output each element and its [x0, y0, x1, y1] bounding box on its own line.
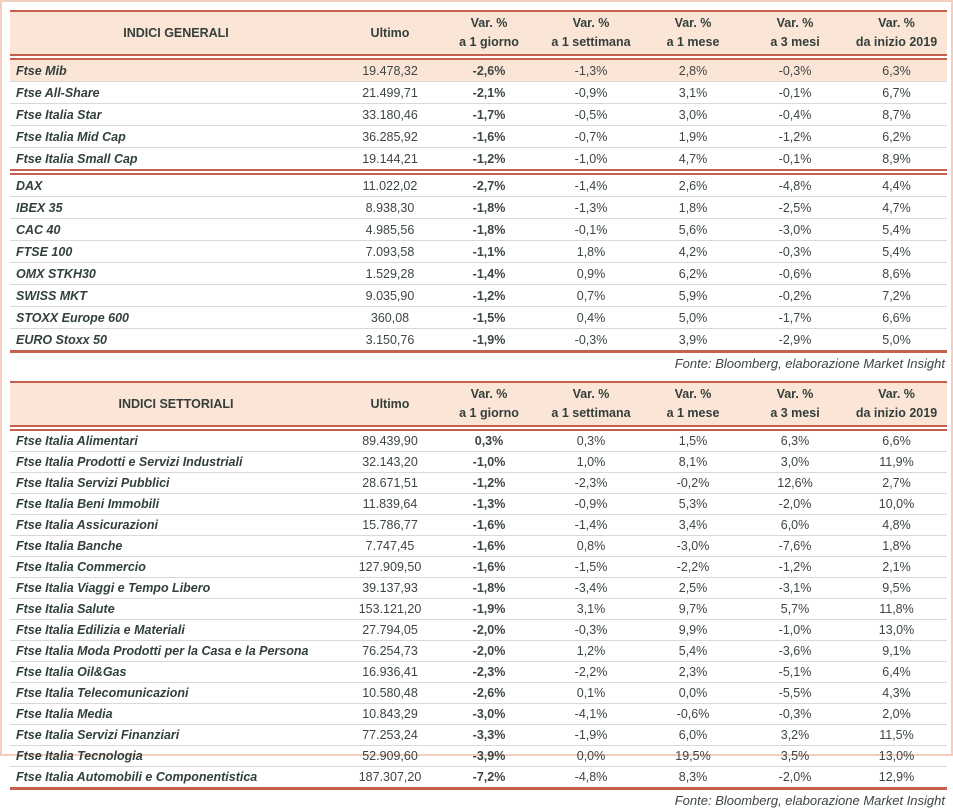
var-percent-value: -0,1%	[540, 219, 642, 241]
ultimo-value: 7.747,45	[342, 536, 438, 557]
var-percent-value: 5,6%	[642, 219, 744, 241]
index-name: Ftse Italia Tecnologia	[10, 746, 342, 767]
section-indici-generali	[10, 10, 943, 373]
ultimo-value: 153.121,20	[342, 599, 438, 620]
var-percent-value: -1,6%	[438, 126, 540, 148]
column-header: Var. % a 1 mese	[642, 382, 744, 426]
var-percent-value: 0,0%	[642, 683, 744, 704]
var-percent-value: 12,6%	[744, 473, 846, 494]
var-percent-value: -1,4%	[438, 263, 540, 285]
var-percent-value: -1,7%	[744, 307, 846, 329]
var-percent-value: -3,0%	[642, 536, 744, 557]
index-name: Ftse All-Share	[10, 82, 342, 104]
var-percent-value: -0,5%	[540, 104, 642, 126]
ultimo-value: 77.253,24	[342, 725, 438, 746]
indici-generali-table	[10, 10, 947, 353]
index-name: Ftse Italia Small Cap	[16, 151, 138, 166]
ultimo-value: 187.307,20	[358, 770, 422, 784]
var-percent-value: -1,4%	[540, 515, 642, 536]
var-percent-value: 1,9%	[642, 126, 744, 148]
var-percent-value: 0,3%	[540, 430, 642, 452]
ultimo-value: 360,08	[342, 307, 438, 329]
var-percent-value: -1,5%	[438, 307, 540, 329]
var-percent-value: 4,4%	[846, 174, 947, 197]
index-name: Ftse Italia Alimentari	[10, 430, 342, 452]
var-percent-value: -5,5%	[744, 683, 846, 704]
var-percent-value: -7,6%	[744, 536, 846, 557]
table-row	[10, 599, 947, 620]
var-percent-value: 6,0%	[642, 725, 744, 746]
table-row	[10, 148, 947, 171]
ultimo-value: 127.909,50	[342, 557, 438, 578]
ultimo-value: 52.909,60	[342, 746, 438, 767]
var-percent-value: -1,2%	[744, 126, 846, 148]
var-percent-value: -1,6%	[438, 515, 540, 536]
table-row	[10, 767, 947, 789]
var-percent-value: 9,9%	[642, 620, 744, 641]
index-name: Ftse Italia Assicurazioni	[10, 515, 342, 536]
var-percent-value: 6,3%	[744, 430, 846, 452]
var-percent-value: 0,4%	[540, 307, 642, 329]
index-name: Ftse Italia Banche	[10, 536, 342, 557]
table-row	[10, 430, 947, 452]
column-header: Var. % a 1 settimana	[540, 11, 642, 55]
var-percent-value: -2,0%	[778, 770, 812, 784]
var-percent-value: -1,9%	[540, 725, 642, 746]
var-percent-value: 4,7%	[678, 151, 708, 166]
var-percent-value: 9,7%	[642, 599, 744, 620]
var-percent-value: 6,0%	[744, 515, 846, 536]
table-row	[10, 557, 947, 578]
var-percent-value: 6,3%	[846, 59, 947, 82]
var-percent-value: -3,0%	[438, 704, 540, 725]
var-percent-value: -3,0%	[744, 219, 846, 241]
table-row	[10, 104, 947, 126]
var-percent-value: 1,8%	[540, 241, 642, 263]
var-percent-value: -2,5%	[744, 197, 846, 219]
table-row	[10, 329, 947, 352]
ultimo-value: 33.180,46	[342, 104, 438, 126]
var-percent-value: 0,1%	[540, 683, 642, 704]
var-percent-value: 8,1%	[642, 452, 744, 473]
var-percent-value: 13,0%	[846, 746, 947, 767]
var-percent-value: 0,8%	[540, 536, 642, 557]
table-row	[10, 515, 947, 536]
index-name: Ftse Mib	[10, 59, 342, 82]
ultimo-value: 19.144,21	[362, 151, 418, 166]
table-row	[10, 197, 947, 219]
ultimo-value: 21.499,71	[342, 82, 438, 104]
table-row	[10, 641, 947, 662]
var-percent-value: -1,3%	[540, 59, 642, 82]
var-percent-value: -2,0%	[744, 494, 846, 515]
var-percent-value: 2,7%	[846, 473, 947, 494]
var-percent-value: 3,1%	[540, 599, 642, 620]
ultimo-value: 15.786,77	[342, 515, 438, 536]
var-percent-value: 6,4%	[846, 662, 947, 683]
var-percent-value: 2,5%	[642, 578, 744, 599]
var-percent-value: -3,1%	[744, 578, 846, 599]
var-percent-value: 19,5%	[642, 746, 744, 767]
column-header: Ultimo	[342, 11, 438, 55]
var-percent-value: -4,8%	[574, 770, 608, 784]
var-percent-value: -0,3%	[744, 704, 846, 725]
table-row	[10, 285, 947, 307]
var-percent-value: -0,1%	[744, 82, 846, 104]
var-percent-value: 3,1%	[642, 82, 744, 104]
column-header: Var. % a 3 mesi	[744, 382, 846, 426]
index-name: Ftse Italia Servizi Finanziari	[10, 725, 342, 746]
ultimo-value: 3.150,76	[365, 332, 415, 347]
var-percent-value: 4,7%	[846, 197, 947, 219]
var-percent-value: 1,2%	[540, 641, 642, 662]
var-percent-value: 5,7%	[744, 599, 846, 620]
var-percent-value: -1,0%	[438, 452, 540, 473]
ultimo-value: 7.093,58	[342, 241, 438, 263]
source-note: Fonte: Bloomberg, elaborazione Market Insight	[674, 356, 945, 371]
ultimo-value: 4.985,56	[342, 219, 438, 241]
var-percent-value: 0,3%	[438, 430, 540, 452]
table-row	[10, 263, 947, 285]
var-percent-value: 1,5%	[642, 430, 744, 452]
section-indici-settoriali	[10, 381, 943, 810]
var-percent-value: 11,5%	[846, 725, 947, 746]
var-percent-value: -2,2%	[540, 662, 642, 683]
ultimo-value: 9.035,90	[342, 285, 438, 307]
var-percent-value: -1,0%	[574, 151, 608, 166]
var-percent-value: 1,8%	[642, 197, 744, 219]
source-note: Fonte: Bloomberg, elaborazione Market Insight	[674, 793, 945, 808]
ultimo-value: 16.936,41	[342, 662, 438, 683]
var-percent-value: -2,0%	[438, 641, 540, 662]
table-title: INDICI GENERALI	[10, 11, 342, 55]
var-percent-value: -0,7%	[540, 126, 642, 148]
var-percent-value: 8,9%	[882, 151, 911, 166]
table-header-row	[10, 11, 947, 55]
var-percent-value: 0,9%	[540, 263, 642, 285]
var-percent-value: -0,2%	[744, 285, 846, 307]
var-percent-value: -2,6%	[438, 683, 540, 704]
var-percent-value: 3,2%	[744, 725, 846, 746]
var-percent-value: 6,2%	[642, 263, 744, 285]
var-percent-value: -1,3%	[438, 494, 540, 515]
var-percent-value: 8,3%	[678, 770, 708, 784]
var-percent-value: -0,3%	[744, 241, 846, 263]
column-header: Ultimo	[342, 382, 438, 426]
ultimo-value: 36.285,92	[342, 126, 438, 148]
index-name: Ftse Italia Media	[10, 704, 342, 725]
index-name: Ftse Italia Viaggi e Tempo Libero	[10, 578, 342, 599]
index-name: DAX	[10, 174, 342, 197]
ultimo-value: 76.254,73	[342, 641, 438, 662]
var-percent-value: 5,0%	[642, 307, 744, 329]
index-name: OMX STKH30	[10, 263, 342, 285]
ultimo-value: 10.580,48	[342, 683, 438, 704]
table-row	[10, 620, 947, 641]
var-percent-value: 5,9%	[642, 285, 744, 307]
table-row	[10, 241, 947, 263]
report-page	[2, 2, 951, 810]
var-percent-value: 2,0%	[846, 704, 947, 725]
table-row	[10, 59, 947, 82]
var-percent-value: 0,0%	[540, 746, 642, 767]
var-percent-value: 6,2%	[846, 126, 947, 148]
table-row	[10, 126, 947, 148]
index-name: EURO Stoxx 50	[16, 332, 108, 347]
var-percent-value: 2,3%	[642, 662, 744, 683]
table-header-row	[10, 382, 947, 426]
var-percent-value: 5,4%	[642, 641, 744, 662]
var-percent-value: -0,1%	[778, 151, 812, 166]
var-percent-value: 1,8%	[846, 536, 947, 557]
table-row	[10, 452, 947, 473]
var-percent-value: -4,1%	[540, 704, 642, 725]
var-percent-value: 11,8%	[846, 599, 947, 620]
ultimo-value: 19.478,32	[342, 59, 438, 82]
var-percent-value: -2,2%	[642, 557, 744, 578]
ultimo-value: 28.671,51	[342, 473, 438, 494]
var-percent-value: -4,8%	[744, 174, 846, 197]
table-row	[10, 578, 947, 599]
var-percent-value: 2,1%	[846, 557, 947, 578]
var-percent-value: -0,9%	[540, 82, 642, 104]
index-name: Ftse Italia Commercio	[10, 557, 342, 578]
var-percent-value: 5,0%	[882, 332, 911, 347]
var-percent-value: 12,9%	[878, 770, 915, 784]
table-row	[10, 219, 947, 241]
ultimo-value: 32.143,20	[342, 452, 438, 473]
var-percent-value: 3,0%	[642, 104, 744, 126]
var-percent-value: -2,3%	[438, 662, 540, 683]
table-row	[10, 82, 947, 104]
table-row	[10, 704, 947, 725]
index-name: Ftse Italia Automobili e Componentistica	[16, 770, 258, 784]
index-name: Ftse Italia Servizi Pubblici	[10, 473, 342, 494]
var-percent-value: -2,6%	[438, 59, 540, 82]
var-percent-value: -0,2%	[642, 473, 744, 494]
index-name: IBEX 35	[10, 197, 342, 219]
var-percent-value: 0,7%	[540, 285, 642, 307]
var-percent-value: -1,0%	[744, 620, 846, 641]
var-percent-value: -7,2%	[472, 770, 506, 784]
var-percent-value: -1,2%	[744, 557, 846, 578]
var-percent-value: 9,1%	[846, 641, 947, 662]
var-percent-value: -1,8%	[438, 197, 540, 219]
table-row	[10, 536, 947, 557]
column-header: Var. % da inizio 2019	[846, 382, 947, 426]
index-name: Ftse Italia Telecomunicazioni	[10, 683, 342, 704]
var-percent-value: -2,7%	[438, 174, 540, 197]
var-percent-value: -3,9%	[438, 746, 540, 767]
var-percent-value: 5,3%	[642, 494, 744, 515]
ultimo-value: 10.843,29	[342, 704, 438, 725]
var-percent-value: 4,3%	[846, 683, 947, 704]
var-percent-value: 3,0%	[744, 452, 846, 473]
ultimo-value: 27.794,05	[342, 620, 438, 641]
table-row	[10, 174, 947, 197]
var-percent-value: -0,4%	[744, 104, 846, 126]
var-percent-value: 9,5%	[846, 578, 947, 599]
column-header: Var. % a 3 mesi	[744, 11, 846, 55]
var-percent-value: -5,1%	[744, 662, 846, 683]
var-percent-value: 13,0%	[846, 620, 947, 641]
column-header: Var. % a 1 giorno	[438, 382, 540, 426]
var-percent-value: 2,8%	[642, 59, 744, 82]
index-name: Ftse Italia Star	[10, 104, 342, 126]
index-name: Ftse Italia Edilizia e Materiali	[10, 620, 342, 641]
var-percent-value: -1,7%	[438, 104, 540, 126]
var-percent-value: -1,9%	[472, 332, 506, 347]
var-percent-value: -1,9%	[438, 599, 540, 620]
var-percent-value: 6,6%	[846, 430, 947, 452]
table-title: INDICI SETTORIALI	[10, 382, 342, 426]
var-percent-value: -2,9%	[778, 332, 812, 347]
table-row	[10, 683, 947, 704]
var-percent-value: -0,3%	[540, 620, 642, 641]
var-percent-value: -1,2%	[472, 151, 506, 166]
column-header: Var. % a 1 mese	[642, 11, 744, 55]
var-percent-value: -1,6%	[438, 557, 540, 578]
index-name: FTSE 100	[10, 241, 342, 263]
column-header: Var. % a 1 settimana	[540, 382, 642, 426]
var-percent-value: -2,1%	[438, 82, 540, 104]
indici-settoriali-table	[10, 381, 947, 790]
var-percent-value: -1,2%	[438, 473, 540, 494]
index-name: Ftse Italia Oil&Gas	[10, 662, 342, 683]
table-row	[10, 494, 947, 515]
ultimo-value: 11.022,02	[342, 174, 438, 197]
var-percent-value: -1,4%	[540, 174, 642, 197]
var-percent-value: -3,4%	[540, 578, 642, 599]
index-name: Ftse Italia Salute	[10, 599, 342, 620]
var-percent-value: 3,4%	[642, 515, 744, 536]
var-percent-value: -3,3%	[438, 725, 540, 746]
column-header: Var. % da inizio 2019	[846, 11, 947, 55]
table-row	[10, 746, 947, 767]
table-row	[10, 725, 947, 746]
var-percent-value: 3,9%	[678, 332, 708, 347]
var-percent-value: -0,3%	[744, 59, 846, 82]
table-row	[10, 307, 947, 329]
var-percent-value: -1,2%	[438, 285, 540, 307]
var-percent-value: -1,1%	[438, 241, 540, 263]
var-percent-value: -0,3%	[574, 332, 608, 347]
var-percent-value: 5,4%	[846, 241, 947, 263]
ultimo-value: 89.439,90	[342, 430, 438, 452]
index-name: CAC 40	[10, 219, 342, 241]
ultimo-value: 8.938,30	[342, 197, 438, 219]
var-percent-value: -1,8%	[438, 219, 540, 241]
var-percent-value: 4,2%	[642, 241, 744, 263]
var-percent-value: -0,9%	[540, 494, 642, 515]
var-percent-value: 11,9%	[846, 452, 947, 473]
var-percent-value: 1,0%	[540, 452, 642, 473]
var-percent-value: 10,0%	[846, 494, 947, 515]
var-percent-value: -1,8%	[438, 578, 540, 599]
index-name: Ftse Italia Beni Immobili	[10, 494, 342, 515]
var-percent-value: -0,6%	[744, 263, 846, 285]
var-percent-value: 4,8%	[846, 515, 947, 536]
table-row	[10, 473, 947, 494]
var-percent-value: 5,4%	[846, 219, 947, 241]
var-percent-value: 3,5%	[744, 746, 846, 767]
ultimo-value: 39.137,93	[342, 578, 438, 599]
var-percent-value: 6,6%	[846, 307, 947, 329]
index-name: Ftse Italia Moda Prodotti per la Casa e la Persona	[10, 641, 342, 662]
var-percent-value: 8,7%	[846, 104, 947, 126]
table-row	[10, 662, 947, 683]
var-percent-value: -1,5%	[540, 557, 642, 578]
var-percent-value: 6,7%	[846, 82, 947, 104]
var-percent-value: -1,6%	[438, 536, 540, 557]
var-percent-value: -1,3%	[540, 197, 642, 219]
var-percent-value: -0,6%	[642, 704, 744, 725]
var-percent-value: -2,0%	[438, 620, 540, 641]
var-percent-value: 8,6%	[846, 263, 947, 285]
column-header: Var. % a 1 giorno	[438, 11, 540, 55]
index-name: SWISS MKT	[10, 285, 342, 307]
index-name: Ftse Italia Prodotti e Servizi Industriali	[10, 452, 342, 473]
var-percent-value: 2,6%	[642, 174, 744, 197]
index-name: STOXX Europe 600	[10, 307, 342, 329]
var-percent-value: -3,6%	[744, 641, 846, 662]
index-name: Ftse Italia Mid Cap	[10, 126, 342, 148]
var-percent-value: 7,2%	[846, 285, 947, 307]
ultimo-value: 11.839,64	[342, 494, 438, 515]
var-percent-value: -2,3%	[540, 473, 642, 494]
ultimo-value: 1.529,28	[342, 263, 438, 285]
